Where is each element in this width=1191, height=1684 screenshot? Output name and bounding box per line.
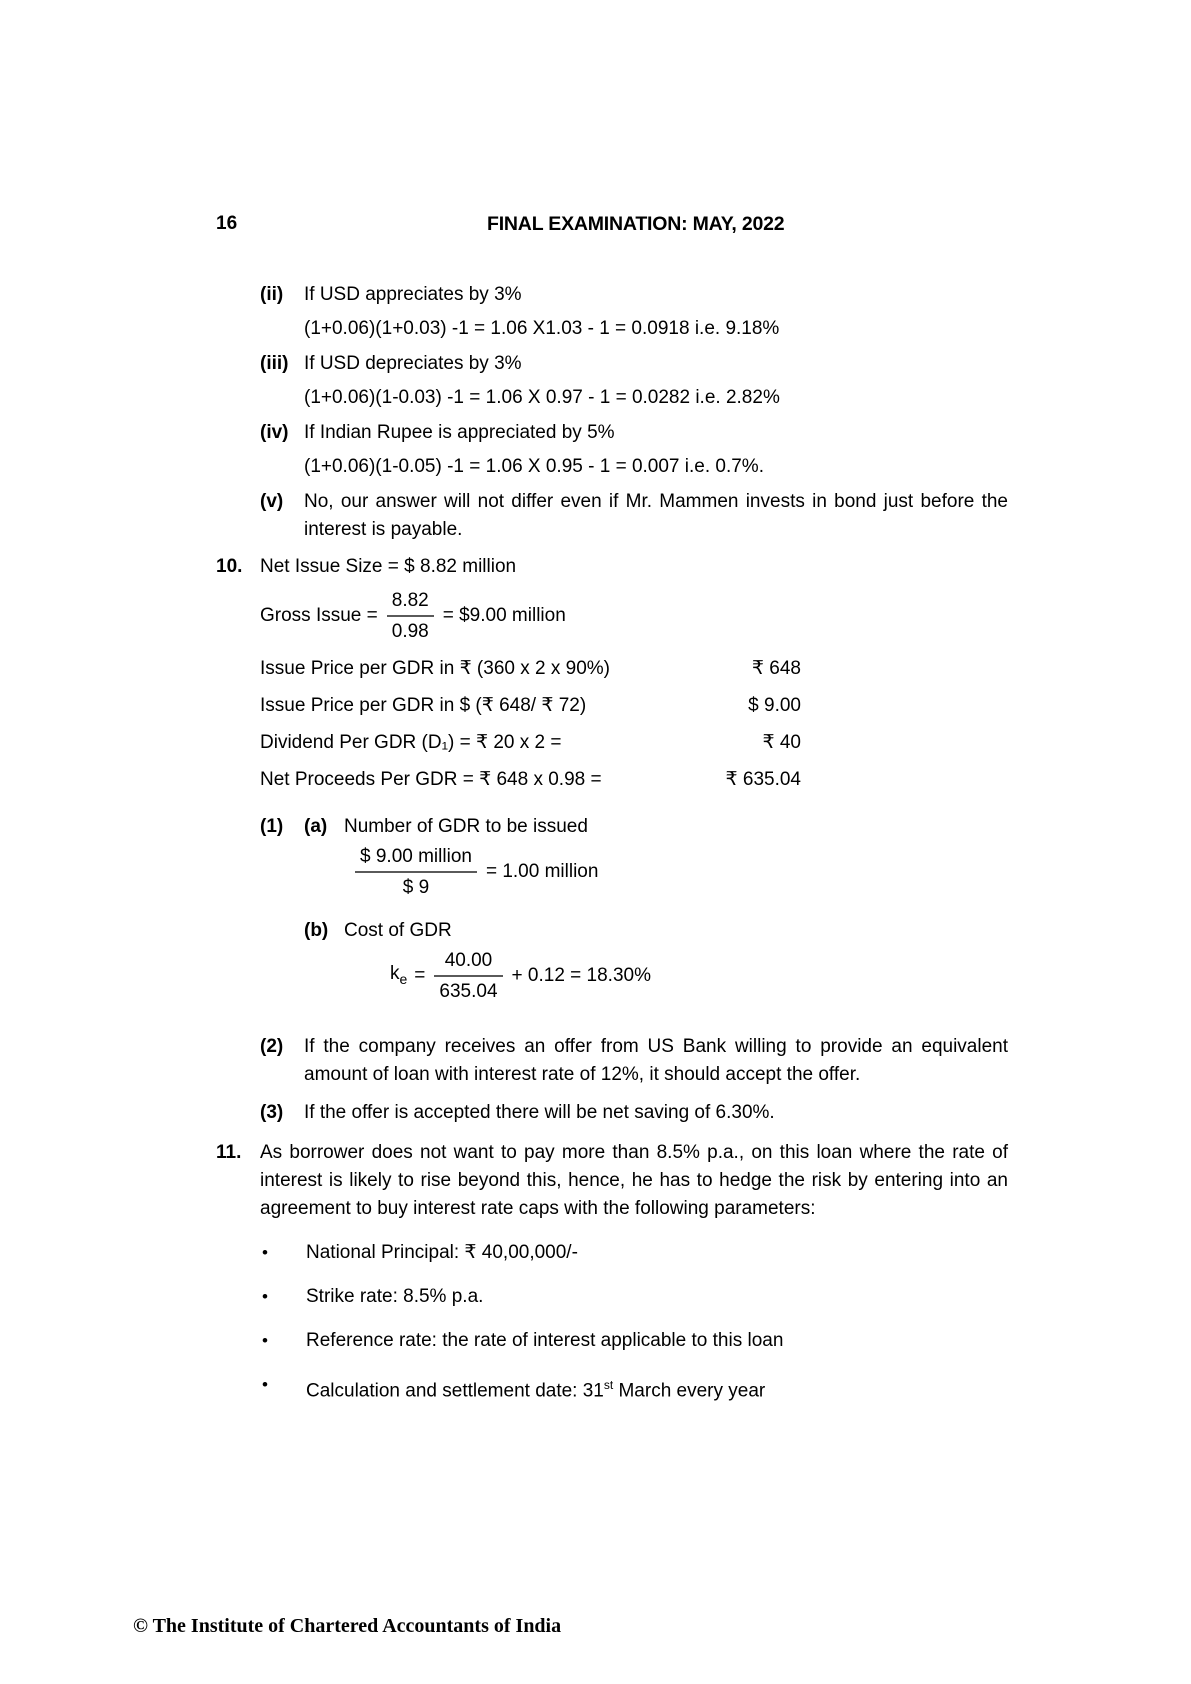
- ordinal-superscript: st: [603, 1378, 614, 1392]
- fraction: [434, 949, 502, 1003]
- sub-text: Number of GDR to be issued: [344, 816, 588, 837]
- item-text: As borrower does not want to pay more than 8.5% p.a., on this loan where the rate of interest is likely to rise beyond this, hence, he has to hedge the risk by entering into an agreement to buy interest rate caps with the following parameters:: [260, 1142, 1008, 1219]
- value-row: [260, 655, 801, 683]
- sub-text: Cost of GDR: [344, 920, 452, 941]
- bullet-text: Reference rate: the rate of interest applicable to this loan: [306, 1330, 784, 1351]
- part-1b: [304, 917, 1008, 1015]
- part-marker: (2): [260, 1036, 284, 1057]
- answer-item-11: [216, 1139, 1008, 1223]
- variable-subscript: e: [399, 970, 408, 987]
- fraction-denominator: $ 9: [355, 871, 477, 899]
- gross-issue-formula: [260, 589, 1008, 643]
- subitem-formula: (1+0.06)(1-0.03) -1 = 1.06 X 0.97 - 1 = 0.0282 i.e. 2.82%: [304, 387, 780, 408]
- value-row-amount: ₹ 40: [762, 732, 801, 753]
- value-row-amount: ₹ 648: [751, 658, 801, 679]
- fraction-denominator: 0.98: [387, 615, 434, 643]
- gdr-count-formula: [346, 845, 1008, 899]
- subitem-marker: (v): [260, 491, 284, 512]
- answer-subitem-iii: [260, 350, 1008, 412]
- page-header-title: FINAL EXAMINATION: MAY, 2022: [487, 213, 785, 235]
- value-row-amount: ₹ 635.04: [725, 769, 801, 790]
- formula-result: = $9.00 million: [442, 605, 566, 626]
- formula-result: = 1.00 million: [485, 861, 599, 882]
- item-number: 11.: [216, 1142, 242, 1163]
- subitem-formula: (1+0.06)(1+0.03) -1 = 1.06 X1.03 - 1 = 0.0918 i.e. 9.18%: [304, 318, 780, 339]
- formula-tail: + 0.12 = 18.30%: [511, 965, 651, 986]
- subitem-marker: (ii): [260, 284, 284, 305]
- subitem-marker: (iii): [260, 353, 289, 374]
- subitem-text: If Indian Rupee is appreciated by 5%: [304, 422, 615, 443]
- part-marker: (3): [260, 1102, 284, 1123]
- sub-marker: (b): [304, 920, 329, 941]
- value-row-label: Issue Price per GDR in ₹ (360 x 2 x 90%): [260, 658, 610, 679]
- value-row-label: Dividend Per GDR (D₁) = ₹ 20 x 2 =: [260, 732, 562, 753]
- answer10-part-1: [260, 813, 1008, 1023]
- bullet-text-prefix: Calculation and settlement date: 31: [306, 1380, 604, 1402]
- value-row: [260, 692, 801, 720]
- bullet-text: National Principal: ₹ 40,00,000/-: [306, 1242, 578, 1263]
- bullet-icon: •: [262, 1375, 268, 1394]
- equals-sign: =: [414, 965, 426, 986]
- fraction-numerator: 8.82: [391, 590, 429, 611]
- answer10-part-3: [260, 1099, 1008, 1127]
- sub-marker: (a): [304, 816, 328, 837]
- bullet-text: [306, 1371, 1008, 1405]
- bullet-item: [262, 1327, 1008, 1355]
- value-row: [260, 729, 801, 757]
- part-marker: (1): [260, 816, 284, 837]
- subitem-marker: (iv): [260, 422, 289, 443]
- subitem-formula: (1+0.06)(1-0.05) -1 = 1.06 X 0.95 - 1 = 0.007 i.e. 0.7%.: [304, 456, 764, 477]
- subitem-text: If USD depreciates by 3%: [304, 353, 522, 374]
- value-row: [260, 766, 801, 794]
- value-row-amount: $ 9.00: [748, 695, 801, 716]
- answer-subitem-ii: [260, 281, 1008, 343]
- answer-item-10: [216, 553, 1008, 803]
- answer10-part-2: [260, 1033, 1008, 1089]
- bullet-item: [262, 1283, 1008, 1311]
- page-footer-copyright: © The Institute of Chartered Accountants of India: [133, 1615, 562, 1637]
- fraction: [387, 589, 434, 643]
- bullet-text-suffix: March every year: [613, 1380, 766, 1402]
- fraction-numerator: 40.00: [444, 950, 493, 971]
- bullet-icon: •: [262, 1331, 268, 1350]
- answer-subitem-iv: [260, 419, 1008, 481]
- formula-label: Gross Issue =: [260, 605, 378, 626]
- part-1a: [304, 813, 1008, 909]
- value-row-label: Net Proceeds Per GDR = ₹ 648 x 0.98 =: [260, 769, 602, 790]
- cost-of-gdr-formula: [390, 949, 1008, 1003]
- answer-subitem-v: [260, 488, 1008, 544]
- part-text: If the offer is accepted there will be net saving of 6.30%.: [304, 1102, 775, 1123]
- bullet-text: Strike rate: 8.5% p.a.: [306, 1286, 484, 1307]
- formula-variable: [390, 961, 407, 992]
- part-text: If the company receives an offer from US Bank willing to provide an equivalent amount of loan with interest rate of 12%, it should accept the offer.: [304, 1036, 1008, 1085]
- bullet-item: [262, 1239, 1008, 1267]
- subitem-text: No, our answer will not differ even if Mr. Mammen invests in bond just before the interest is payable.: [304, 491, 1008, 540]
- value-row-label: Issue Price per GDR in $ (₹ 648/ ₹ 72): [260, 695, 587, 716]
- item-intro: Net Issue Size = $ 8.82 million: [260, 556, 517, 577]
- item-number: 10.: [216, 556, 243, 577]
- page-content: [216, 281, 1008, 1405]
- fraction: [355, 845, 477, 899]
- bullet-item: [262, 1371, 1008, 1405]
- page-number: 16: [216, 213, 238, 234]
- bullet-icon: •: [262, 1287, 268, 1306]
- subitem-text: If USD appreciates by 3%: [304, 284, 522, 305]
- fraction-denominator: 635.04: [434, 975, 502, 1003]
- fraction-numerator: $ 9.00 million: [360, 846, 472, 867]
- bullet-icon: •: [262, 1243, 268, 1262]
- variable-k: k: [390, 962, 400, 984]
